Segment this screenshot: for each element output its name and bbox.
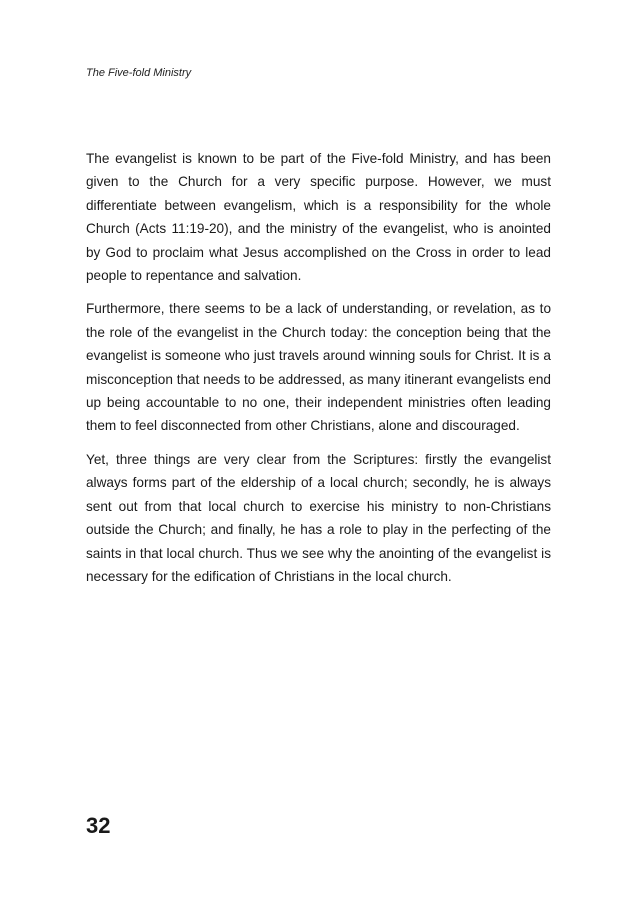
paragraph-1: The evangelist is known to be part of the Five-fold Ministry, and has been given to the Church for a very specific purpose. However, we must differentiate between evangelism, which is a responsibility for the whole Church (Acts 11:19-20), and the ministry of the evangelist, who is anointed by God to proclaim what Jesus accomplished on the Cross in order to lead people to repentance and salvation. — [86, 151, 551, 284]
body-text — [86, 147, 551, 598]
paragraph-3: Yet, three things are very clear from the Scriptures: firstly the evangelist always forms part of the eldership of a local church; secondly, he is always sent out from that local church to exercise his ministry to non-Christians outside the Church; and finally, he has a role to play in the perfecting of the saints in that local church. Thus we see why the anointing of the evangelist is necessary for the edification of Christians in the local church. — [86, 451, 551, 584]
page-number: 32 — [86, 813, 111, 838]
running-header: The Five-fold Ministry — [86, 67, 192, 79]
paragraph-2: Furthermore, there seems to be a lack of understanding, or revelation, as to the role of the evangelist in the Church today: the conception being that the evangelist is someone who just travels around winning souls for Christ. It is a misconception that needs to be addressed, as many itinerant evangelists end up being accountable to no one, their independent ministries often leading them to feel disconnected from other Christians, alone and discouraged. — [86, 301, 551, 434]
